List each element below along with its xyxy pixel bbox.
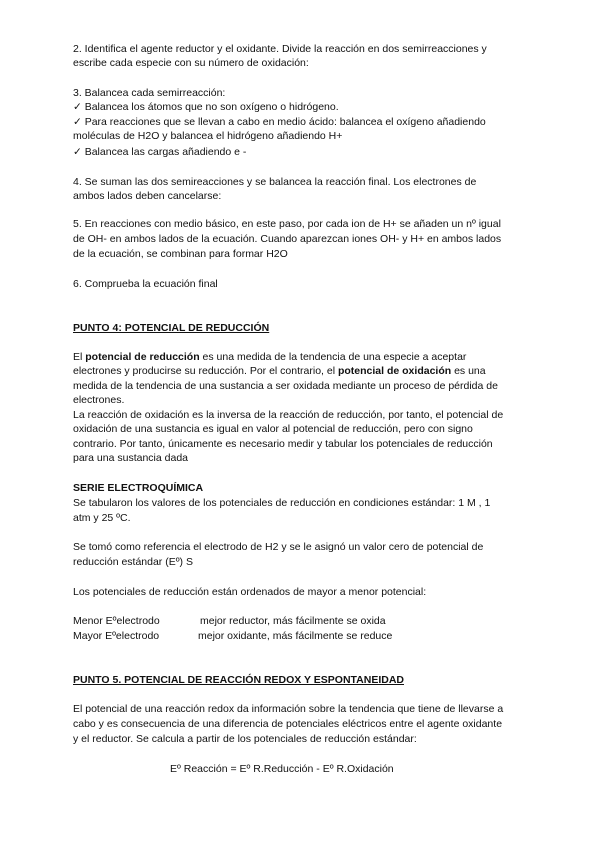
punto4-p1-line1: El potencial de reducción es una medida de la tendencia de una especie a aceptar (73, 351, 467, 363)
step3-check3: ✓ Balancea las cargas añadiendo e - (73, 146, 247, 158)
serie-heading: SERIE ELECTROQUÍMICA (73, 482, 204, 494)
mayor-desc: mejor oxidante, más fácilmente se reduce (198, 630, 393, 642)
serie-ref-line2: reducción estándar (Eº) S (73, 556, 193, 568)
step2-line2: escribe cada especie con su número de oxidación: (73, 57, 309, 69)
step2-line1: 2. Identifica el agente reductor y el oxidante. Divide la reacción en dos semirreacciones y (73, 43, 487, 55)
serie-line1: Se tabularon los valores de los potenciales de reducción en condiciones estándar: 1 M , 1 (73, 497, 491, 509)
serie-ref-line1: Se tomó como referencia el electrodo de H2 y se le asignó un valor cero de potencial de (73, 541, 484, 553)
step6-line1: 6. Comprueba la ecuación final (73, 278, 218, 290)
punto4-p1-line4: electrones. (73, 394, 125, 406)
menor-label: Menor Eºelectrodo (73, 615, 160, 627)
punto5-heading: PUNTO 5. POTENCIAL DE REACCIÓN REDOX Y ESPONTANEIDAD (73, 674, 404, 686)
step3-check2a: ✓ Para reacciones que se llevan a cabo en medio ácido: balancea el oxígeno añadiendo (73, 116, 486, 128)
punto4-p1-line2: electrones y producirse su reducción. Por el contrario, el potencial de oxidación es una (73, 365, 486, 377)
step3-check2b: moléculas de H2O y balancea el hidrógeno añadiendo H+ (73, 130, 343, 142)
step3-title: 3. Balancea cada semirreacción: (73, 87, 226, 99)
punto5-line3: y el reductor. Se calcula a partir de los potenciales de reducción estándar: (73, 733, 417, 745)
step4-line1: 4. Se suman las dos semireacciones y se balancea la reacción final. Los electrones de (73, 176, 477, 188)
punto4-p2-line3: contrario. Por tanto, únicamente es necesario medir y tabular los potenciales de reducción (73, 438, 493, 450)
punto5-line1: El potencial de una reacción redox da información sobre la tendencia que tiene de llevarse a (73, 703, 504, 715)
punto5-line2: cabo y es consecuencia de una diferencia de potenciales eléctricos entre el agente oxidante (73, 718, 503, 730)
punto4-p1-line3: medida de la tendencia de una sustancia a ser oxidada mediante un proceso de pérdida de (73, 380, 498, 392)
punto4-heading: PUNTO 4: POTENCIAL DE REDUCCIÓN (73, 322, 270, 334)
serie-line2: atm y 25 ºC. (73, 512, 131, 524)
menor-desc: mejor reductor, más fácilmente se oxida (200, 615, 386, 627)
term-potencial-reduccion: potencial de reducción (85, 351, 200, 363)
term-potencial-oxidacion: potencial de oxidación (337, 365, 452, 377)
step5-line3: de la ecuación, se combinan para formar H2O (73, 248, 288, 260)
step4-line2: ambos lados deben cancelarse: (73, 190, 222, 202)
serie-order: Los potenciales de reducción están ordenados de mayor a menor potencial: (73, 586, 427, 598)
redox-equation: Eº Reacción = Eº R.Reducción - Eº R.Oxidación (170, 763, 394, 775)
punto4-p2-line2: oxidación de una sustancia es igual en valor al potencial de reducción, pero con signo (73, 423, 473, 435)
punto4-p2-line4: para una sustancia dada (73, 452, 189, 464)
punto4-p2-line1: La reacción de oxidación es la inversa de la reacción de reducción, por tanto, el potencial de (73, 409, 504, 421)
mayor-label: Mayor Eºelectrodo (73, 630, 160, 642)
step5-line2: de OH- en ambos lados de la ecuación. Cuando aparezcan iones OH- y H+ en ambos lados (73, 233, 502, 245)
step3-check1: ✓ Balancea los átomos que no son oxígeno o hidrógeno. (73, 101, 339, 113)
step5-line1: 5. En reacciones con medio básico, en este paso, por cada ion de H+ se añaden un nº igual (73, 218, 501, 230)
